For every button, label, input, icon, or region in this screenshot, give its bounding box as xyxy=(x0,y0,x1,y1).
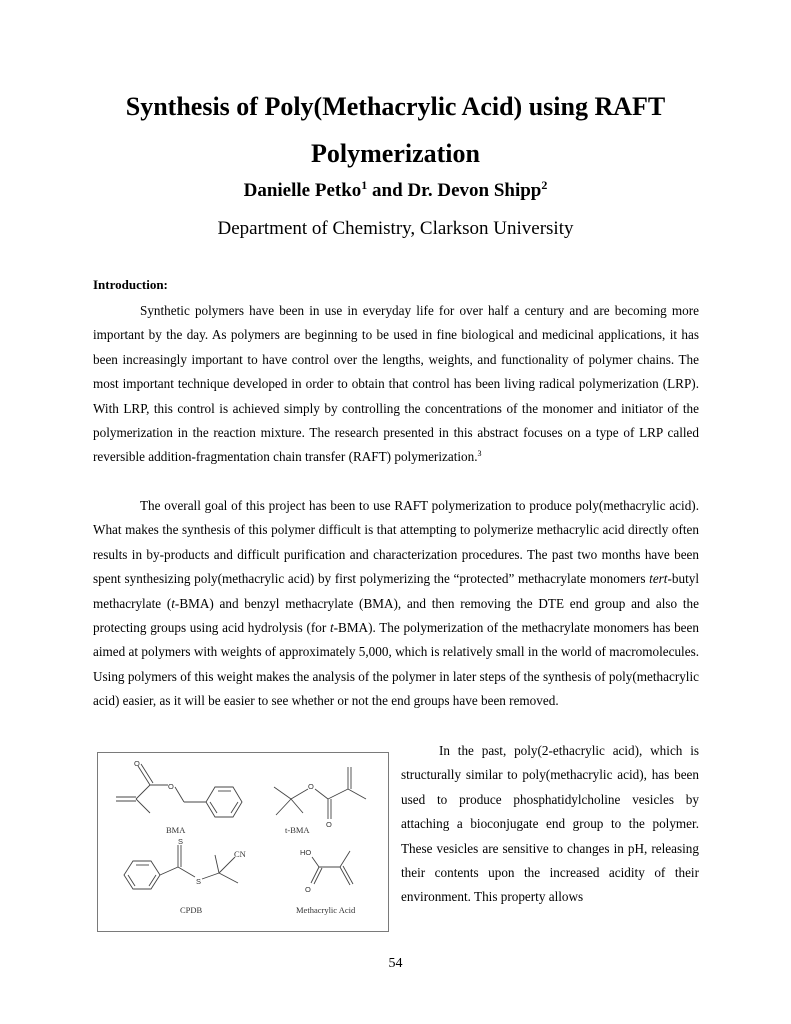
paragraph-1 xyxy=(93,299,699,470)
bma-structure xyxy=(116,764,242,817)
atom-label: O xyxy=(168,782,174,791)
paragraph-2-text: -BMA). The polymerization of the methacrylate monomers has been aimed at polymers with weights of approximately 5,000, which is relatively small in the world of macromolecules. Using polymers of this weight makes the analysis of the polymer in later steps of the synthesis of poly(methacrylic acid) easier, as it will be easier to see whether or not the end groups have been removed. xyxy=(93,620,699,709)
page-number: 54 xyxy=(388,956,403,971)
author-2-affiliation-mark: 2 xyxy=(541,178,548,192)
atom-label: O xyxy=(326,820,332,829)
author-1-affiliation-mark: 1 xyxy=(361,178,368,192)
author-joiner: and xyxy=(367,180,408,201)
chemical-structures-figure xyxy=(97,752,389,932)
atom-label: O xyxy=(308,782,314,791)
atom-label: HO xyxy=(300,848,312,857)
atom-label: O xyxy=(134,759,140,768)
italic-term: t xyxy=(171,595,175,611)
molecule-label-cpdb: CPDB xyxy=(180,905,203,915)
paragraph-2 xyxy=(93,494,699,714)
paragraph-1-text: Synthetic polymers have been in use in everyday life for over half a century and are becoming more important by the day. As polymers are beginning to be used in fine biological and medicinal applications, it has been increasingly important to have control over the lengths, weights, and functionality of polymer chains. The most important technique developed in order to obtain that control has been living radical polymerization (LRP). With LRP, this control is achieved simply by controlling the concentrations of the monomer and initiator of the polymerization in the reaction mixture. The research presented in this abstract focuses on a type of LRP called reversible addition-fragmentation chain transfer (RAFT) polymerization. xyxy=(93,303,699,465)
atom-label: S xyxy=(196,877,202,886)
section-heading-introduction: Introduction: xyxy=(93,277,168,292)
citation-mark: 3 xyxy=(477,449,482,459)
author-1: Danielle Petko xyxy=(243,180,362,201)
paragraph-2-text: -butyl methacrylate ( xyxy=(93,571,699,611)
paragraph-2-text: -BMA) and benzyl methacrylate (BMA), and then removing the DTE end group and also the protecting groups using acid hydrolysis (for xyxy=(93,595,699,636)
author-2: Dr. Devon Shipp xyxy=(407,180,542,201)
atom-label: O xyxy=(305,885,311,894)
italic-term: tert xyxy=(649,571,668,587)
paper-title-line-2: Polymerization xyxy=(311,139,480,168)
atom-label: CN xyxy=(234,849,246,859)
italic-term: t xyxy=(329,620,334,636)
cpdb-structure xyxy=(124,845,238,889)
molecule-label-bma: BMA xyxy=(166,825,186,835)
t-bma-structure xyxy=(274,767,366,819)
atom-label: S xyxy=(178,837,184,846)
molecule-label-methacrylic-acid: Methacrylic Acid xyxy=(296,905,356,915)
authors xyxy=(0,179,791,203)
molecule-label-t-bma: t-BMA xyxy=(285,825,310,835)
paragraph-2-text: The overall goal of this project has been to use RAFT polymerization to produce poly(methacrylic acid). What makes the synthesis of this polymer difficult is that attempting to polymerize methacrylic acid directly often results in by-products and difficult purification and characterization procedures. The past two months have been spent synthesizing poly(methacrylic acid) by first polymerizing the “protected” methacrylate monomers xyxy=(93,498,699,587)
affiliation: Department of Chemistry, Clarkson University xyxy=(217,218,574,239)
paper-title-line-1: Synthesis of Poly(Methacrylic Acid) using RAFT xyxy=(125,92,666,121)
methacrylic-acid-structure xyxy=(311,851,353,885)
paragraph-3: In the past, poly(2-ethacrylic acid), which is structurally similar to poly(methacrylic acid), has been used to produce phosphatidylcholine vesicles by attaching a bioconjugate end group to the polymer. These vesicles are sensitive to changes in pH, releasing their contents upon the increased acidity of their environment. This property allows xyxy=(401,743,699,905)
